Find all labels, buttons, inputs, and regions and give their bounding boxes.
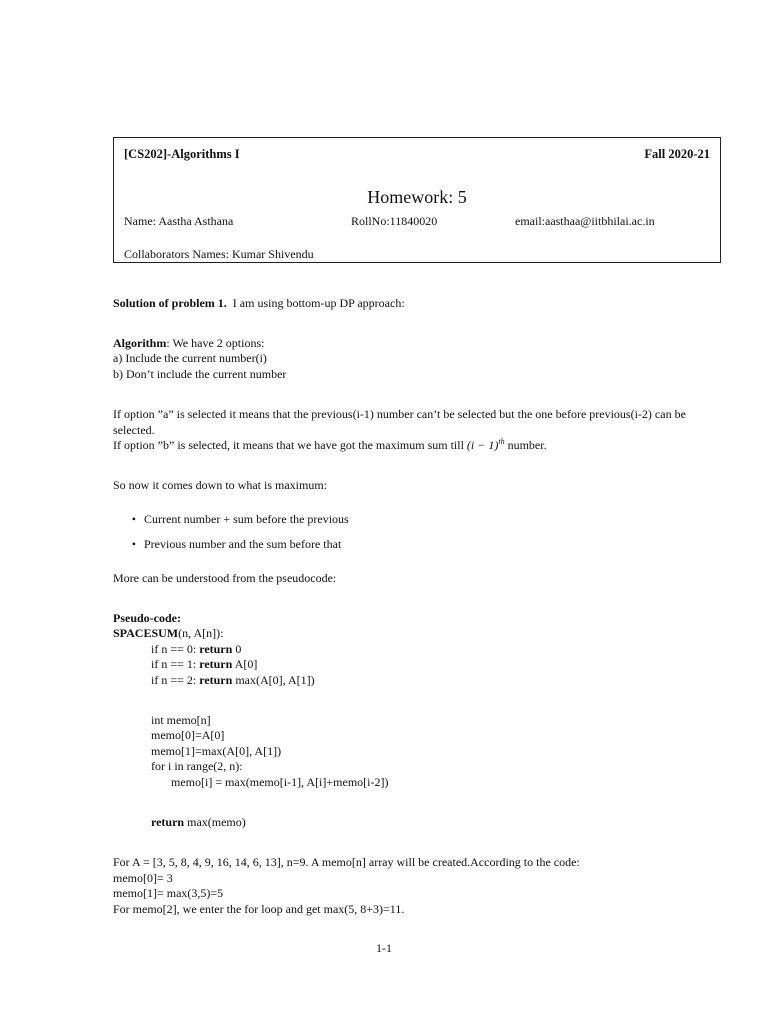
bullet-item — [113, 537, 341, 553]
algorithm-text: : We have 2 options: — [166, 336, 265, 350]
pseudo-heading-text: Pseudo-code: — [113, 611, 181, 625]
solution-intro — [113, 296, 723, 312]
algorithm-heading — [113, 336, 723, 352]
keyword-return: return — [199, 673, 233, 687]
option-b: b) Don’t include the current number — [113, 367, 287, 381]
explain-option-a: If option ”a” is selected it means that the previous(i-1) number can’t be selected but the one before previous(i-2) can be selected. — [113, 407, 686, 437]
bullet-text: Current number + sum before the previous — [144, 512, 349, 526]
code-line-if2 — [151, 673, 315, 689]
bullet-text: Previous number and the sum before that — [144, 537, 342, 551]
code-line-return — [151, 815, 246, 831]
explain-option-b — [113, 438, 723, 454]
example-line-2: memo[0]= 3 — [113, 871, 173, 885]
explain-option-b-text: If option ”b” is selected, it means that we have got the maximum sum till — [113, 438, 464, 452]
math-superscript: th — [498, 437, 505, 446]
solution-text: I am using bottom-up DP approach: — [232, 296, 405, 310]
function-signature — [113, 626, 223, 642]
more-text: More can be understood from the pseudocode: — [113, 571, 337, 585]
keyword-return: return — [151, 815, 185, 829]
so-now-text: So now it comes down to what is maximum: — [113, 478, 327, 492]
code-line-memo1: memo[1]=max(A[0], A[1]) — [151, 744, 282, 758]
keyword-return: return — [199, 642, 233, 656]
code-text: if n == 1: — [151, 657, 200, 671]
code-line-if0 — [151, 642, 241, 658]
explain-option-b-end: number. — [507, 438, 547, 452]
function-name: SPACESUM — [113, 626, 179, 640]
header-box — [113, 137, 721, 263]
roll-number: RollNo:11840020 — [351, 214, 438, 228]
bullet-icon: • — [131, 537, 136, 551]
code-text: if n == 2: — [151, 673, 200, 687]
code-line-for: for i in range(2, n): — [151, 759, 243, 773]
term-label: Fall 2020-21 — [644, 147, 710, 161]
code-text: max(memo) — [184, 815, 246, 829]
function-args: (n, A[n]): — [178, 626, 224, 640]
code-line-if1 — [151, 657, 257, 673]
bullet-item — [113, 512, 349, 528]
code-text: max(A[0], A[1]) — [232, 673, 315, 687]
algorithm-label: Algorithm — [113, 336, 167, 350]
student-name: Name: Aastha Asthana — [124, 214, 234, 228]
code-line-loop-body: memo[i] = max(memo[i-1], A[i]+memo[i-2]) — [171, 775, 389, 789]
bullet-icon: • — [131, 512, 136, 526]
example-line-1: For A = [3, 5, 8, 4, 9, 16, 14, 6, 13], n=9. A memo[n] array will be created.According to the code: — [113, 855, 580, 869]
example-line-4: For memo[2], we enter the for loop and get max(5, 8+3)=11. — [113, 902, 405, 916]
student-email: email:aasthaa@iitbhilai.ac.in — [515, 214, 655, 228]
keyword-return: return — [199, 657, 233, 671]
homework-title: Homework: 5 — [367, 187, 467, 207]
code-text: A[0] — [232, 657, 258, 671]
code-line-memo-decl: int memo[n] — [151, 713, 211, 727]
example-line-3: memo[1]= max(3,5)=5 — [113, 886, 224, 900]
collaborators: Collaborators Names: Kumar Shivendu — [124, 247, 314, 261]
option-a: a) Include the current number(i) — [113, 351, 267, 365]
math-expression — [467, 438, 505, 452]
solution-label: Solution of problem 1. — [113, 296, 227, 310]
code-line-memo0: memo[0]=A[0] — [151, 728, 225, 742]
code-text: 0 — [232, 642, 242, 656]
code-text: if n == 0: — [151, 642, 200, 656]
course-title: [CS202]-Algorithms I — [124, 147, 240, 161]
page-number: 1-1 — [376, 941, 392, 955]
pseudo-heading — [113, 611, 181, 627]
math-base: (i − 1) — [466, 438, 499, 452]
